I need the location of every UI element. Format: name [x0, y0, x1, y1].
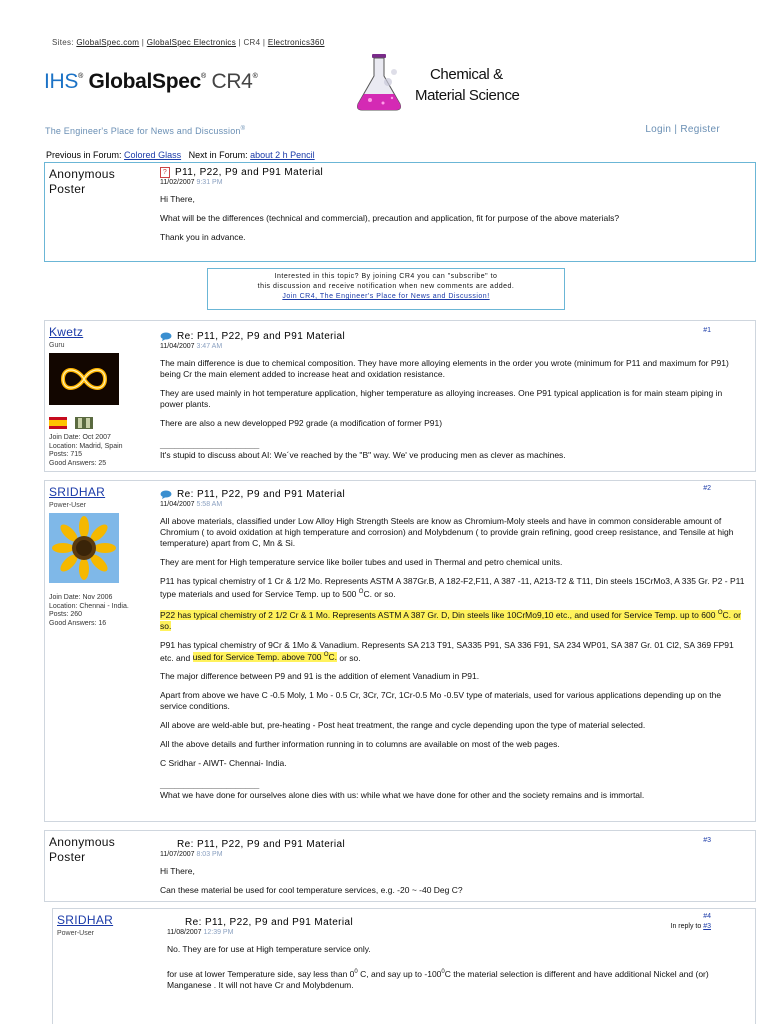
- post-author: [57, 913, 157, 937]
- post-subject: Re: P11, P22, P9 and P91 Material: [177, 839, 346, 850]
- ihs-globalspec-cr4-logo[interactable]: IHS® GlobalSpec® CR4®: [44, 70, 258, 93]
- post-body: The main difference is due to chemical composition. They have more alloying elements in the order you wrote (minimum for P11 and maximum for P91) being Cr the main element added to increase heat and oxidation resistance. They are used mainly in hot temperature application, higher temperature as alloying increases. One P91 typical application is for main steam piping in power plants. There are also a new developped P92 grade (a modification of former P91) _____________________ It's stupid to discuss about AI: We´ve reached by the "B" way. We' ve producing men as clever as machines.: [160, 358, 745, 461]
- post-date: 11/04/2007 5:58 AM: [160, 501, 223, 508]
- post-body: All above materials, classified under Low Alloy High Strength Steels are know as Chromium-Moly steels and have in common considerable amount of Chromium ( to avoid oxidation at high temperature and corrosion) and Molybdenum ( to provide grain refining, good creep resistance, and Tensile at high temperature) apart from C, Mn & Si. They are ment for High temperature service like boiler tubes and used in Thermal and petro chemical units. P11 has typical chemistry of 1 Cr & 1/2 Mo. Represents ASTM A 387Gr.B, A 182-F2,F11, A 387 -11, A213-T2 & T11, Din steels 15CrMo3, A 335 Gr. P2 - P11 type materials and used for Service Temp. up to 500 $^O$C. or so. P22 has typical chemistry of 2 1/2 Cr & 1 Mo. Represents ASTM A 387 Gr. D, Din steels like 10CrMo9,10 etc., and used for Service Temp. up to 600 $^O$C. or so. P91 has typical chemistry of 9Cr & 1Mo & Vanadium. Represents SA 213 T91, SA335 P91, SA 336 F91, SA 234 WP01, SA 387 Gr. 01 Cl2, SA 369 FP91 etc. and used for Service Temp. above 700 $^O$C. or so. The major difference between P9 and 91 is the addition of element Vanadium in P91. Apart from above we have C -0.5 Moly, 1 Mo - 0.5 Cr, 3Cr, 7Cr, 1Cr-0.5 Mo -0.5V type of materials, used for various applications depending up on the service conditions. All above are weld-able but, pre-heating - Post heat treatment, the range and cycle depending upon the type of material selected. All the above details and further information running in to columns are available on most of the web pages. C Sridhar - AIWT- Chennai- India. _____________________ What we have done for ourselves alone dies with us: while what we have done for other and the society remains and is immortal.: [160, 516, 745, 801]
- forum-navigation: Previous in Forum: Colored Glass Next in Forum: about 2 h Pencil: [46, 150, 315, 160]
- member-rank: Power-User: [49, 502, 86, 509]
- post-date: 11/07/2007 8:03 PM: [160, 851, 223, 858]
- post-number-link[interactable]: #2: [703, 485, 711, 492]
- flags: [49, 414, 149, 428]
- post-author: Anonymous Poster: [49, 167, 116, 196]
- join-cr4-link[interactable]: Join CR4, The Engineer's Place for News and Discussion!: [282, 293, 490, 300]
- post-number-link[interactable]: #3: [703, 837, 711, 844]
- post-author: [49, 485, 149, 628]
- link-globalspec-electronics[interactable]: GlobalSpec Electronics: [146, 38, 237, 47]
- author-link[interactable]: SRIDHAR: [49, 485, 106, 499]
- post-content: [160, 839, 745, 896]
- post-subject: Re: P11, P22, P9 and P91 Material: [160, 489, 745, 500]
- post-body: Hi There, What will be the differences (technical and commercial), precaution and application, fit for purpose of the above materials? Thank you in advance.: [160, 194, 620, 242]
- signature: What we have done for ourselves alone dies with us: while what we have done for other and the society remains and is immortal.: [160, 790, 645, 801]
- post-author: Anonymous Poster: [49, 835, 116, 864]
- speech-bubble-icon: [160, 490, 172, 499]
- previous-forum-link[interactable]: Colored Glass: [124, 150, 182, 160]
- post-reply-2: [44, 480, 756, 822]
- link-cr4[interactable]: CR4: [243, 38, 261, 47]
- member-rank: Guru: [49, 342, 65, 349]
- signature: It's stupid to discuss about AI: We´ve reached by the "B" way. We' ve producing men as clever as machines.: [160, 450, 566, 460]
- register-link[interactable]: Register: [680, 124, 720, 135]
- author-link[interactable]: SRIDHAR: [57, 913, 114, 927]
- document-icon: ?: [160, 167, 170, 178]
- link-electronics360[interactable]: Electronics360: [267, 38, 325, 47]
- in-reply-to: In reply to #3: [670, 923, 711, 930]
- post-original: [44, 162, 756, 262]
- post-reply-4: [52, 908, 756, 1024]
- post-author: [49, 325, 149, 468]
- link-globalspec[interactable]: GlobalSpec.com: [76, 38, 140, 47]
- sunflower-avatar: [49, 513, 119, 583]
- speech-bubble-icon: [160, 332, 172, 341]
- post-date: 11/02/2007 9:31 PM: [160, 179, 223, 186]
- subscribe-box: Interested in this topic? By joining CR4 you can "subscribe" to this discussion and receive notification when new comments are added. Join CR4, The Engineer's Place for News and Discussion!: [207, 268, 565, 310]
- post-content: [160, 167, 745, 243]
- post-content: [161, 917, 745, 991]
- sites-bar: Sites: GlobalSpec.com | GlobalSpec Electronics | CR4 | Electronics360: [52, 38, 325, 47]
- login-link[interactable]: Login: [645, 124, 672, 135]
- post-body: No. They are for use at High temperature service only. for use at lower Temperature side, say less than $0^0$ C, and say up to $-100^0C$ the material selection is different and have additional Nickel and (or) Manganese . It will not have Cr and Molybdenum.: [167, 944, 709, 990]
- member-stats: Join Date: Nov 2006 Location: Chennai - India. Posts: 260 Good Answers: 16: [49, 594, 129, 627]
- reply-ref-link[interactable]: #3: [703, 923, 711, 930]
- member-stats: Join Date: Oct 2007 Location: Madrid, Spain Posts: 715 Good Answers: 25: [49, 434, 123, 467]
- spain-flag-icon: [49, 417, 67, 429]
- post-reply-1: [44, 320, 756, 472]
- post-subject: ? P11, P22, P9 and P91 Material: [160, 167, 745, 178]
- infinity-avatar: [49, 353, 119, 405]
- login-bar: Login | Register: [645, 124, 720, 135]
- post-reply-3: [44, 830, 756, 902]
- next-forum-link[interactable]: about 2 h Pencil: [250, 150, 315, 160]
- post-subject: Re: P11, P22, P9 and P91 Material: [160, 331, 745, 342]
- post-date: 11/08/2007 12:39 PM: [167, 929, 234, 936]
- flask-icon: [350, 52, 410, 114]
- section-title: Chemical & Material Science: [415, 66, 520, 104]
- post-content: [160, 331, 745, 461]
- post-content: [160, 489, 745, 801]
- member-rank: Power-User: [57, 930, 94, 937]
- badge-icon: [75, 417, 93, 429]
- post-date: 11/04/2007 3:47 AM: [160, 343, 223, 350]
- post-body: Hi There, Can these material be used for cool temperature services, e.g. -20 ~ -40 Deg C?: [160, 866, 463, 895]
- post-subject: Re: P11, P22, P9 and P91 Material: [185, 917, 354, 928]
- author-link[interactable]: Kwetz: [49, 325, 84, 339]
- tagline: The Engineer's Place for News and Discussion®: [45, 126, 246, 136]
- post-number-link[interactable]: #1: [703, 327, 711, 334]
- post-number-link[interactable]: #4: [703, 913, 711, 920]
